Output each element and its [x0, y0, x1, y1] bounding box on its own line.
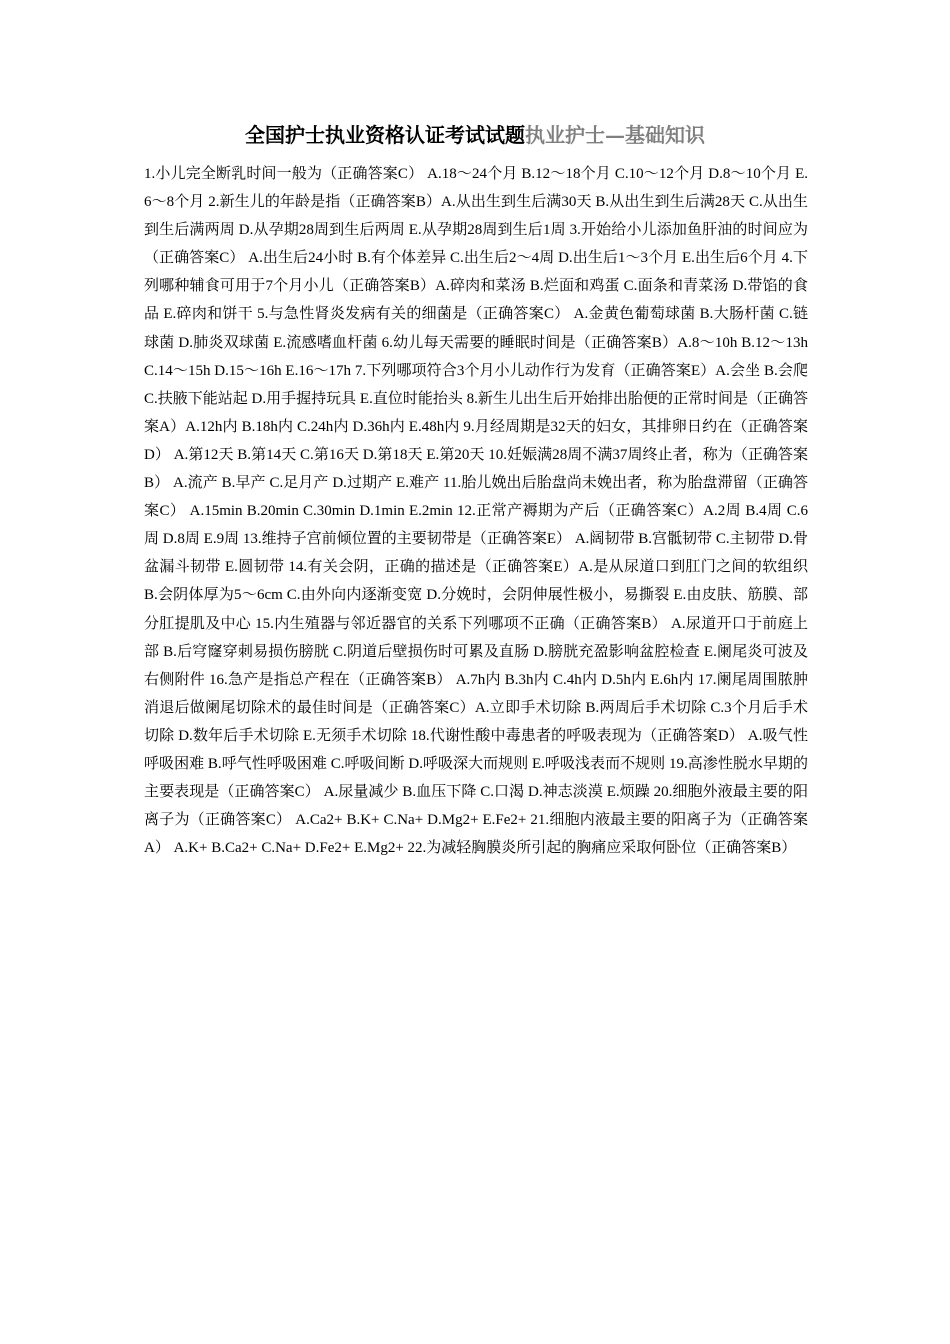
- document-title-main: 全国护士执业资格认证考试试题: [245, 123, 525, 147]
- document-body-text: 1.小儿完全断乳时间一般为（正确答案C） A.18～24个月 B.12～18个月 C.10～12个月 D.8～10个月 E.6～8个月 2.新生儿的年龄是指（正确答案B）A.从出生到生后满30天 B.从出生到生后满28天 C.从出生到生后满两周 D.从孕期28周到生后两周 E.从孕期28周到生后1周 3.开始给小儿添加鱼肝油的时间应为（正确答案C） A.出生后24小时 B.有个体差异 C.出生后2～4周 D.出生后1～3个月 E.出生后6个月 4.下列哪种辅食可用于7个月小儿（正确答案B）A.碎肉和菜汤 B.烂面和鸡蛋 C.面条和青菜汤 D.带馅的食品 E.碎肉和饼干 5.与急性肾炎发病有关的细菌是（正确答案C） A.金黄色葡萄球菌 B.大肠杆菌 C.链球菌 D.肺炎双球菌 E.流感嗜血杆菌 6.幼儿每天需要的睡眠时间是（正确答案B）A.8～10h B.12～13h C.14～15h D.15～16h E.16～17h 7.下列哪项符合3个月小儿动作行为发育（正确答案E）A.会坐 B.会爬 C.扶腋下能站起 D.用手握持玩具 E.直位时能抬头 8.新生儿出生后开始排出胎便的正常时间是（正确答案A）A.12h内 B.18h内 C.24h内 D.36h内 E.48h内 9.月经周期是32天的妇女，其排卵日约在（正确答案D） A.第12天 B.第14天 C.第16天 D.第18天 E.第20天 10.妊娠满28周不满37周终止者，称为（正确答案B） A.流产 B.早产 C.足月产 D.过期产 E.难产 11.胎儿娩出后胎盘尚未娩出者，称为胎盘滞留（正确答案C） A.15min B.20min C.30min D.1min E.2min 12.正常产褥期为产后（正确答案C）A.2周 B.4周 C.6周 D.8周 E.9周 13.维持子宫前倾位置的主要韧带是（正确答案E） A.阔韧带 B.宫骶韧带 C.主韧带 D.骨盆漏斗韧带 E.圆韧带 14.有关会阴，正确的描述是（正确答案E）A.是从尿道口到肛门之间的软组织 B.会阴体厚为5～6cm C.由外向内逐渐变宽 D.分娩时，会阴伸展性极小，易撕裂 E.由皮肤、筋膜、部分肛提肌及中心 15.内生殖器与邻近器官的关系下列哪项不正确（正确答案B） A.尿道开口于前庭上部 B.后穹窿穿刺易损伤膀胱 C.阴道后壁损伤时可累及直肠 D.膀胱充盈影响盆腔检查 E.阑尾炎可波及右侧附件 16.急产是指总产程在（正确答案B） A.7h内 B.3h内 C.4h内 D.5h内 E.6h内 17.阑尾周围脓肿消退后做阑尾切除术的最佳时间是（正确答案C）A.立即手术切除 B.两周后手术切除 C.3个月后手术切除 D.数年后手术切除 E.无须手术切除 18.代谢性酸中毒患者的呼吸表现为（正确答案D） A.吸气性呼吸困难 B.呼气性呼吸困难 C.呼吸间断 D.呼吸深大而规则 E.呼吸浅表而不规则 19.高渗性脱水早期的主要表现是（正确答案C） A.尿量减少 B.血压下降 C.口渴 D.神志淡漠 E.烦躁 20.细胞外液最主要的阳离子为（正确答案C） A.Ca2+ B.K+ C.Na+ D.Mg2+ E.Fe2+ 21.细胞内液最主要的阳离子为（正确答案A） A.K+ B.Ca2+ C.Na+ D.Fe2+ E.Mg2+ 22.为减轻胸膜炎所引起的胸痛应采取何卧位（正确答案B）: [144, 166, 808, 857]
- document-title: [0, 118, 950, 152]
- document-title-sub: 执业护士—基础知识: [525, 123, 705, 147]
